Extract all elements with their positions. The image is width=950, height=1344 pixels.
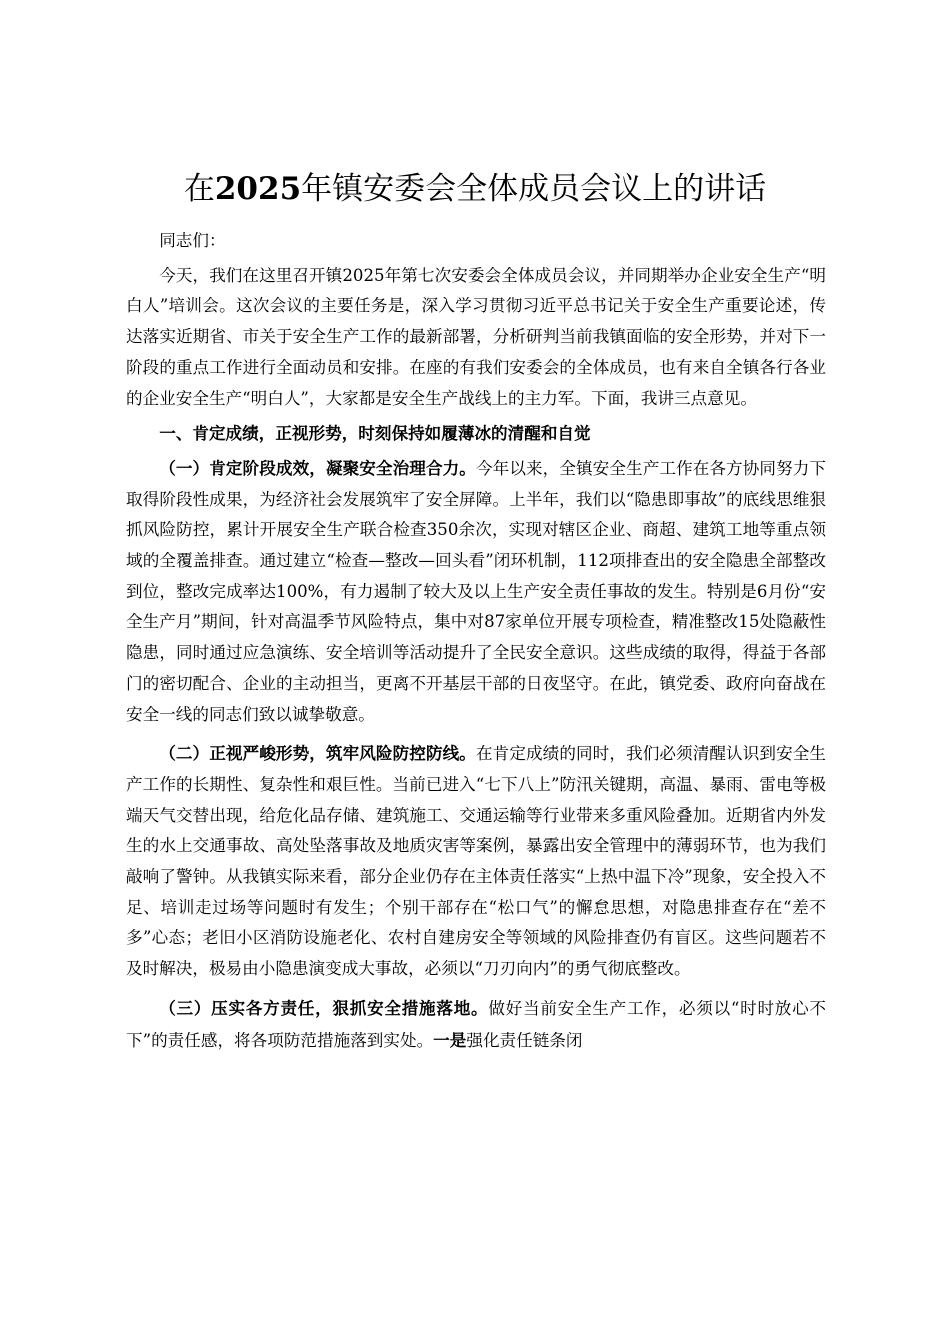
title-prefix: 在 xyxy=(183,171,215,207)
subsection-2-heading: （二）正视严峻形势，筑牢风险防控防线。 xyxy=(159,743,476,764)
subsection-3-heading: （三）压实各方责任，狠抓安全措施落地。 xyxy=(159,997,489,1018)
subsection-3-text: 做好当前安全生产工作，必须以“时时放心不下”的责任感，将各项防范措施落到实处。 xyxy=(126,998,827,1050)
title-year: 2025 xyxy=(214,171,302,207)
subsection-2-paragraph xyxy=(126,738,826,985)
subsection-2-text: 在肯定成绩的同时，我们必须清醒认识到安全生产工作的长期性、复杂性和艰巨性。当前已进入“七下八上”防汛关键期，高温、暴雨、雷电等极端天气交替出现，给危化品存储、建筑施工、交通运输等行业带来多重风险叠加。近期省内外发生的水上交通事故、高处坠落事故及地质灾害等案例，暴露出安全管理中的薄弱环节，也为我们敲响了警钟。从我镇实际来看，部分企业仍存在主体责任落实“上热中温下冷”现象，安全投入不足、培训走过场等问题时有发生；个别干部存在“松口气”的懈怠思想，对隐患排查存在“差不多”心态；老旧小区消防设施老化、农村自建房安全等领域的风险排查仍有盲区。这些问题若不及时解决，极易由小隐患演变成大事故，必须以“刀刃向内”的勇气彻底整改。 xyxy=(126,744,827,979)
subsection-3-bold-lead: 一是 xyxy=(433,1029,467,1050)
salutation: 同志们： xyxy=(159,231,226,250)
title-suffix: 年镇安委会全体成员会议上的讲话 xyxy=(301,171,767,207)
subsection-1-paragraph xyxy=(126,453,826,730)
subsection-1-heading: （一）肯定阶段成效，凝聚安全治理合力。 xyxy=(159,457,476,478)
intro-paragraph: 今天，我们在这里召开镇2025年第七次安委会全体成员会议，并同期举办企业安全生产“明白人”培训会。这次会议的主要任务是，深入学习贯彻习近平总书记关于安全生产重要论述，传达落实近期省、市关于安全生产工作的最新部署，分析研判当前我镇面临的安全形势，并对下一阶段的重点工作进行全面动员和安排。在座的有我们安委会的全体成员，也有来自全镇各行各业的企业安全生产“明白人”，大家都是安全生产战线上的主力军。下面，我讲三点意见。 xyxy=(126,265,826,408)
subsection-3-tail: 强化责任链条闭 xyxy=(466,1030,583,1050)
section-1-heading: 一、肯定成绩，正视形势，时刻保持如履薄冰的清醒和自觉 xyxy=(159,423,591,444)
document-body xyxy=(126,226,826,1056)
subsection-3-paragraph xyxy=(126,993,826,1056)
document-title xyxy=(120,166,830,212)
subsection-1-text: 今年以来，全镇安全生产工作在各方协同努力下取得阶段性成果，为经济社会发展筑牢了安全屏障。上半年，我们以“隐患即事故”的底线思维狠抓风险防控，累计开展安全生产联合检查350余次，实现对辖区企业、商超、建筑工地等重点领域的全覆盖排查。通过建立“检查—整改—回头看”闭环机制，112项排查出的安全隐患全部整改到位，整改完成率达100%，有力遏制了较大及以上生产安全责任事故的发生。特别是6月份“安全生产月”期间，针对高温季节风险特点，集中对87家单位开展专项检查，精准整改15处隐蔽性隐患，同时通过应急演练、安全培训等活动提升了全民安全意识。这些成绩的取得，得益于各部门的密切配合、企业的主动担当，更离不开基层干部的日夜坚守。在此，镇党委、政府向奋战在安全一线的同志们致以诚挚敬意。 xyxy=(126,458,827,724)
